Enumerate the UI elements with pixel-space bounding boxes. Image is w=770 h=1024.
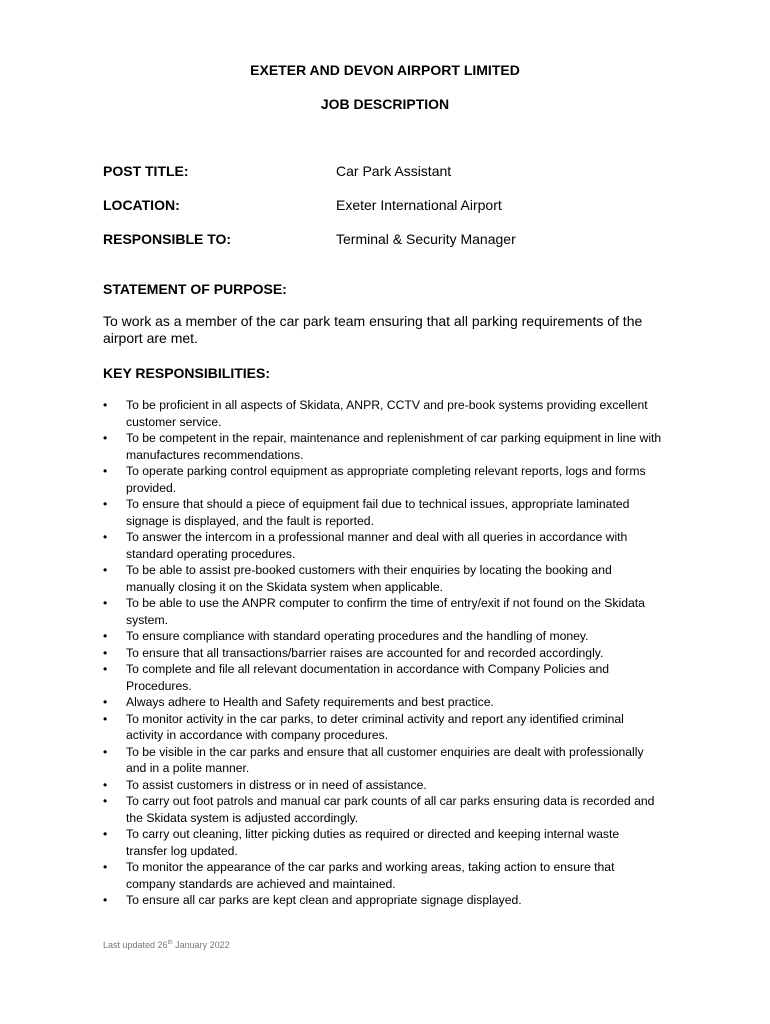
field-label: POST TITLE: <box>103 163 189 179</box>
responsibility-text: To ensure that all transactions/barrier raises are accounted for and recorded accordingly. <box>126 645 604 660</box>
responsibility-text: To complete and file all relevant documentation in accordance with Company Policies and Procedures. <box>126 662 610 693</box>
responsibility-item <box>103 694 663 711</box>
responsibility-item <box>103 430 663 463</box>
responsibility-text: To be visible in the car parks and ensure that all customer enquiries are dealt with professionally and in a polite manner. <box>126 744 644 775</box>
bullet-icon: • <box>103 777 108 792</box>
responsibility-text: To answer the intercom in a professional manner and deal with all queries in accordance with standard operating procedures. <box>126 530 628 561</box>
field-value: Exeter International Airport <box>336 197 502 213</box>
responsibility-item <box>103 595 663 628</box>
responsibility-text: To operate parking control equipment as appropriate completing relevant reports, logs and forms provided. <box>126 464 646 495</box>
bullet-icon: • <box>103 827 108 841</box>
field-label: LOCATION: <box>103 197 180 213</box>
bullet-icon: • <box>103 794 108 808</box>
bullet-icon: • <box>103 711 108 726</box>
responsibility-item <box>103 628 663 645</box>
responsibility-text: To be proficient in all aspects of Skidata, ANPR, CCTV and pre-book systems providing excellent customer service. <box>126 398 648 429</box>
responsibilities-list <box>103 397 663 909</box>
purpose-text: To work as a member of the car park team ensuring that all parking requirements of the airport are met. <box>103 313 643 346</box>
responsibility-text: To be able to use the ANPR computer to confirm the time of entry/exit if not found on the Skidata system. <box>126 596 645 627</box>
responsibility-text: Always adhere to Health and Safety requirements and best practice. <box>126 695 494 709</box>
responsibility-text: To ensure compliance with standard operating procedures and the handling of money. <box>126 629 589 643</box>
responsibility-item <box>103 777 663 794</box>
footer-suffix: January 2022 <box>172 940 230 950</box>
bullet-icon: • <box>103 530 108 544</box>
bullet-icon: • <box>103 596 108 610</box>
responsibility-item <box>103 463 663 496</box>
responsibilities-heading: KEY RESPONSIBILITIES: <box>103 365 270 381</box>
field-label: RESPONSIBLE TO: <box>103 231 232 247</box>
last-updated-footer <box>103 940 230 950</box>
responsibility-item <box>103 711 663 744</box>
bullet-icon: • <box>103 464 108 478</box>
bullet-icon: • <box>103 629 108 643</box>
responsibility-item <box>103 529 663 562</box>
footer-sup: th <box>167 940 173 946</box>
footer-prefix: Last updated 26 <box>103 940 168 950</box>
bullet-icon: • <box>103 398 108 412</box>
bullet-icon: • <box>103 662 108 676</box>
purpose-heading: STATEMENT OF PURPOSE: <box>103 281 287 297</box>
responsibility-item <box>103 562 663 595</box>
responsibility-item <box>103 826 663 859</box>
bullet-icon: • <box>103 860 108 874</box>
responsibility-text: To ensure that should a piece of equipment fail due to technical issues, appropriate laminated signage is displayed, and the fault is reported. <box>126 497 630 528</box>
bullet-icon: • <box>103 645 108 660</box>
responsibility-item <box>103 859 663 892</box>
responsibility-item <box>103 892 663 909</box>
document-type: JOB DESCRIPTION <box>320 96 450 112</box>
bullet-icon: • <box>103 497 108 511</box>
responsibility-text: To monitor activity in the car parks, to deter criminal activity and report any identified criminal activity in accordance with company procedures. <box>126 711 624 742</box>
company-name: EXETER AND DEVON AIRPORT LIMITED <box>250 62 520 78</box>
bullet-icon: • <box>103 695 108 709</box>
responsibility-item <box>103 496 663 529</box>
responsibility-item <box>103 793 663 826</box>
responsibility-text: To be competent in the repair, maintenance and replenishment of car parking equipment in line with manufactures recommendations. <box>126 431 662 462</box>
responsibility-text: To monitor the appearance of the car parks and working areas, taking action to ensure that company standards are achieved and maintained. <box>126 860 615 891</box>
responsibility-item <box>103 744 663 777</box>
responsibility-text: To carry out foot patrols and manual car park counts of all car parks ensuring data is recorded and the Skidata system is adjusted accordingly. <box>126 794 655 825</box>
bullet-icon: • <box>103 744 108 759</box>
responsibility-item <box>103 645 663 662</box>
responsibility-text: To assist customers in distress or in need of assistance. <box>126 777 427 792</box>
responsibility-text: To ensure all car parks are kept clean and appropriate signage displayed. <box>126 893 522 907</box>
responsibility-text: To carry out cleaning, litter picking duties as required or directed and keeping internal waste transfer log updated. <box>126 827 620 858</box>
responsibility-item <box>103 661 663 694</box>
field-value: Terminal & Security Manager <box>336 231 516 247</box>
bullet-icon: • <box>103 563 108 577</box>
field-value: Car Park Assistant <box>336 163 452 179</box>
responsibility-text: To be able to assist pre-booked customers with their enquiries by locating the booking and manually closing it on the Skidata system when applicable. <box>126 563 612 594</box>
bullet-icon: • <box>103 893 108 907</box>
responsibility-item <box>103 397 663 430</box>
bullet-icon: • <box>103 431 108 445</box>
